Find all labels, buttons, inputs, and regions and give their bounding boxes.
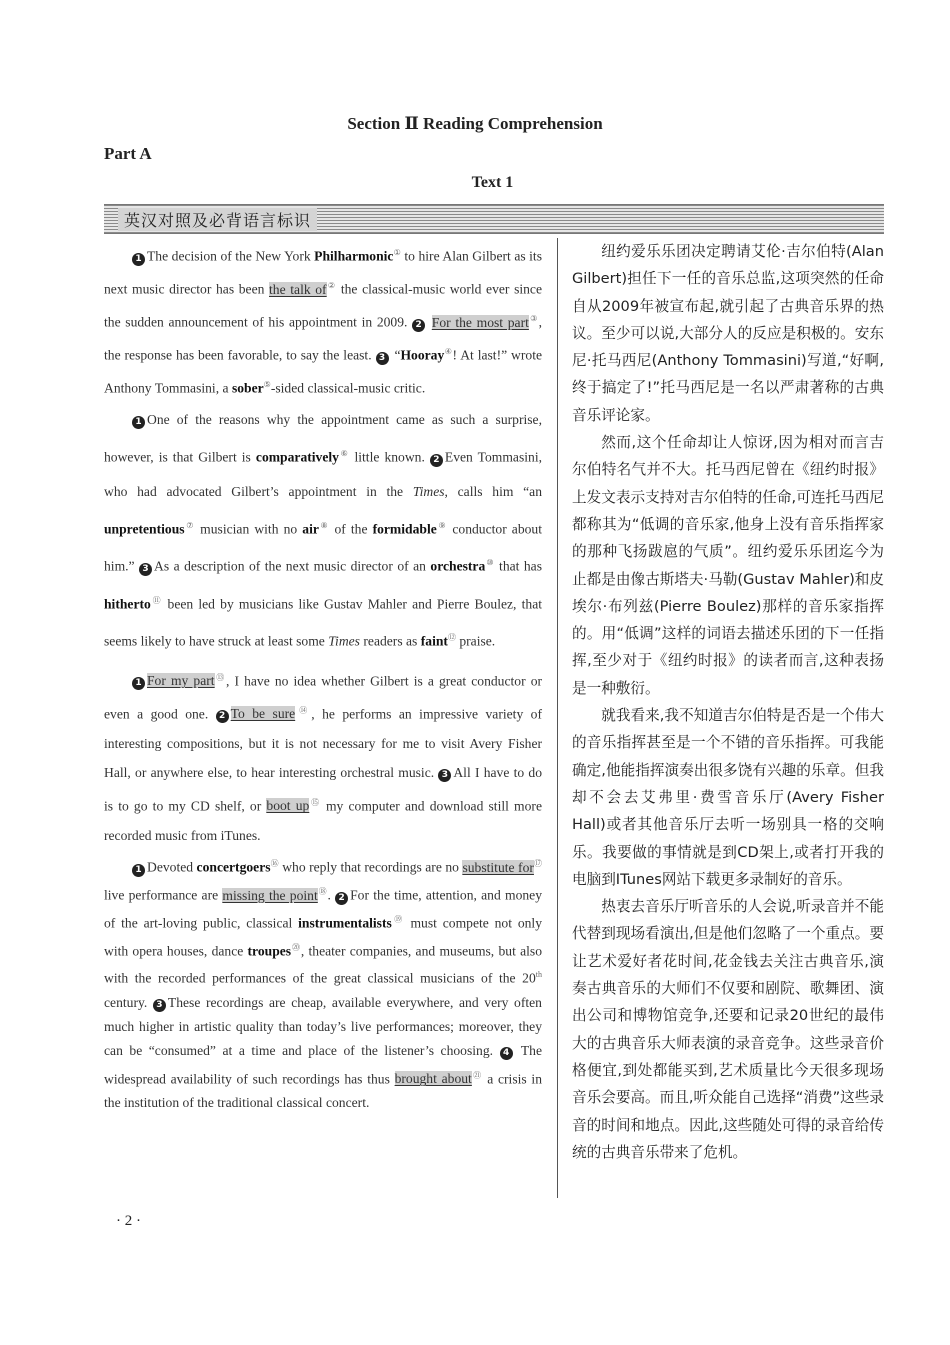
chinese-paragraph-2: 然而,这个任命却让人惊讶,因为相对而言吉尔伯特名气并不大。托马西尼曾在《纽约时报》上发文表示支持对吉尔伯特的任命,可连托马西尼都称其为“低调的音乐家,他身上没有音乐指挥家的那种飞扬跋扈的气质”。纽约爱乐乐团迄今为止都是由像古斯塔夫·马勒(Gustav Mahler)和皮埃尔·布列兹(Pierre Boulez)那样的音乐家指挥的。用“低调”这样的词语去描述乐团的下一任指挥,至少对于《纽约时报》的读者而言,这种表扬是一种敷衍。 (572, 434, 884, 697)
footnote-marker: ⑰ (533, 859, 542, 869)
sentence-number: 1 (132, 864, 145, 877)
footnote-marker: ⑧ (318, 520, 330, 530)
sentence-number: 1 (132, 677, 145, 690)
footnote-marker: ⑪ (150, 595, 163, 605)
vocab-word: Philharmonic (314, 248, 394, 264)
english-paragraph-3: 1 For my part⑬, I have no idea whether Gilbert is a great conductor or even a good one. 2 To be sure⑭, he performs an impressive variety of interesting compositions, but it is not necessary for me to visit Avery Fisher Hall, or anywhere else, to hear interesting orchestral music. 3 All I have to do is to go to my CD shelf, or boot up⑮ my computer and download still more recorded music from iTunes. (104, 672, 543, 843)
footnote-marker: ⑲ (391, 914, 405, 924)
english-paragraph-4: 1 Devoted concertgoers⑯ who reply that recordings are no substitute for⑰ live performance are missing the point⑱. 2 For the time, attention, and money of the art-loving public, classical instrumentalists⑲ must compete not only with opera houses, dance troupes⑳, theater companies, and museums, but also with the recorded performances of the great classical musicians of the 20th century. 3 These recordings are cheap, available everywhere, and very often much higher in artistic quality than today’s live performances; moreover, they can be “consumed” at a time and place of the listener’s choosing. 4 The widespread availability of such recordings has thus brought about$^㉑$ a crisis in the institution of the traditional classical concert. (104, 859, 543, 1111)
footnote-marker: ① (393, 248, 401, 257)
newspaper-name: Times (328, 633, 360, 649)
highlighted-phrase: the talk of (269, 281, 327, 297)
vocab-word: air (302, 521, 319, 537)
footnote-marker: ⑤ (263, 380, 271, 390)
sentence-number: 3 (376, 352, 389, 365)
sentence-number: 3 (438, 769, 451, 782)
highlighted-phrase: For my part (147, 673, 215, 689)
vocab-word: troupes (247, 943, 292, 959)
footnote-marker: ㉑ (471, 1070, 483, 1080)
sentence-number: 2 (216, 710, 229, 723)
vocab-word: hitherto (104, 596, 151, 612)
english-paragraph-1: 1 The decision of the New York Philharmonic① to hire Alan Gilbert as its next music director has been the talk of② the classical-music world ever since the sudden announcement of his appointment in 2009. 2 For the most part③, the response has been favorable, to say the least. 3 “Hooray④! At last!” wrote Anthony Tommasini, a sober⑤-sided classical-music critic. (104, 248, 543, 396)
column-divider (557, 238, 558, 1198)
sentence-number: 3 (139, 563, 152, 576)
banner-label: 英汉对照及必背语言标识 (118, 208, 317, 231)
ordinal-suffix: th (535, 970, 542, 980)
highlighted-phrase: boot up (266, 798, 310, 814)
vocab-word: formidable (372, 521, 437, 537)
footnote-marker: ⑮ (309, 797, 321, 807)
english-paragraph-2: 1 One of the reasons why the appointment came as such a surprise, however, is that Gilbert is comparatively⑥ little known. 2 Even Tommasini, who had advocated Gilbert’s appointment in the Times, calls him “an unpretentious⑦ musician with no air⑧ of the formidable⑨ conductor about him.” 3 As a description of the next music director of an orchestra⑩ that has hitherto⑪ been led by musicians like Gustav Mahler and Pierre Boulez, that seems likely to have struck at least some Times readers as faint⑫ praise. (104, 412, 543, 649)
footnote-marker: ⑯ (270, 859, 279, 869)
chinese-paragraph-3: 就我看来,我不知道吉尔伯特是否是一个伟大的音乐指挥甚至是一个不错的音乐指挥。可我能确定,他能指挥演奏出很多饶有兴趣的乐章。但我却不会去艾弗里·费雪音乐厅(Avery Fisher Hall)或者其他音乐厅去听一场别具一格的交响乐。我要做的事情就是到CD架上,或者打开我的电脑到ITunes网站下载更多录制好的音乐。 (572, 707, 884, 888)
text-title: Text 1 (471, 174, 514, 191)
chinese-paragraph-1: 纽约爱乐乐团决定聘请艾伦·吉尔伯特(Alan Gilbert)担任下一任的音乐总监,这项突然的任命自从2009年被宣布起,就引起了古典音乐界的热议。至少可以说,大部分人的反应是积极的。安东尼·托马西尼(Anthony Tommasini)写道,“好啊,终于搞定了!”托马西尼是一名以严肃著称的古典音乐评论家。 (572, 243, 884, 424)
chinese-column (572, 238, 884, 1166)
vocab-word: comparatively (255, 449, 339, 465)
section-banner (104, 204, 884, 234)
footnote-marker: ⑩ (485, 558, 495, 568)
footnote-marker: ⑳ (291, 942, 301, 952)
footnote-marker: ⑫ (447, 633, 456, 643)
footnote-marker: ⑭ (295, 705, 312, 715)
footnote-marker: ⑨ (436, 520, 448, 530)
sentence-number: 2 (335, 892, 348, 905)
footnote-marker: ② (326, 281, 337, 291)
sentence-number: 1 (132, 253, 145, 266)
highlighted-phrase: substitute for (462, 859, 534, 875)
vocab-word: instrumentalists (298, 915, 392, 931)
section-title: Section Ⅱ Reading Comprehension (347, 114, 603, 133)
vocab-word: orchestra (430, 558, 486, 574)
vocab-word: concertgoers (196, 859, 271, 875)
chinese-paragraph-4: 热衷去音乐厅听音乐的人会说,听录音并不能代替到现场看演出,但是他们忽略了一个重点。要让艺术爱好者花时间,花金钱去关注古典音乐,演奏古典音乐的大师们不仅要和剧院、歌舞团、演出公司和博物馆竞争,还要和记录20世纪的最伟大的古典音乐大师表演的录音竞争。这些录音价格便宜,到处都能买到,艺术质量比今天很多现场音乐会要高。而且,听众能自己选择“消费”这些录音的时间和地点。因此,这些随处可得的录音给传统的古典音乐带来了危机。 (572, 898, 884, 1161)
newspaper-name: Times (412, 483, 445, 499)
highlighted-phrase: brought about (394, 1071, 472, 1087)
vocab-word: sober (231, 380, 264, 396)
sentence-number: 2 (412, 319, 425, 332)
sentence-number: 4 (500, 1047, 513, 1060)
footnote-marker: ⑦ (184, 520, 196, 530)
part-title: Part A (104, 144, 152, 163)
footnote-marker: ⑥ (338, 449, 350, 459)
sentence-number: 2 (430, 454, 443, 467)
footnote-marker: ⑬ (214, 672, 226, 682)
vocab-word: unpretentious (104, 521, 185, 537)
footnote-marker: ④ (444, 347, 453, 357)
page-number: · 2 · (116, 1213, 141, 1229)
footnote-marker: ③ (528, 314, 539, 324)
highlighted-phrase: missing the point (222, 887, 318, 903)
vocab-word: Hooray (400, 347, 445, 363)
sentence-number: 3 (153, 999, 166, 1012)
highlighted-phrase: For the most part (431, 314, 529, 330)
vocab-word: faint (420, 633, 448, 649)
highlighted-phrase: To be sure (230, 706, 296, 722)
footnote-marker: ⑱ (317, 887, 328, 897)
sentence-number: 1 (132, 416, 145, 429)
english-column (104, 238, 542, 1116)
